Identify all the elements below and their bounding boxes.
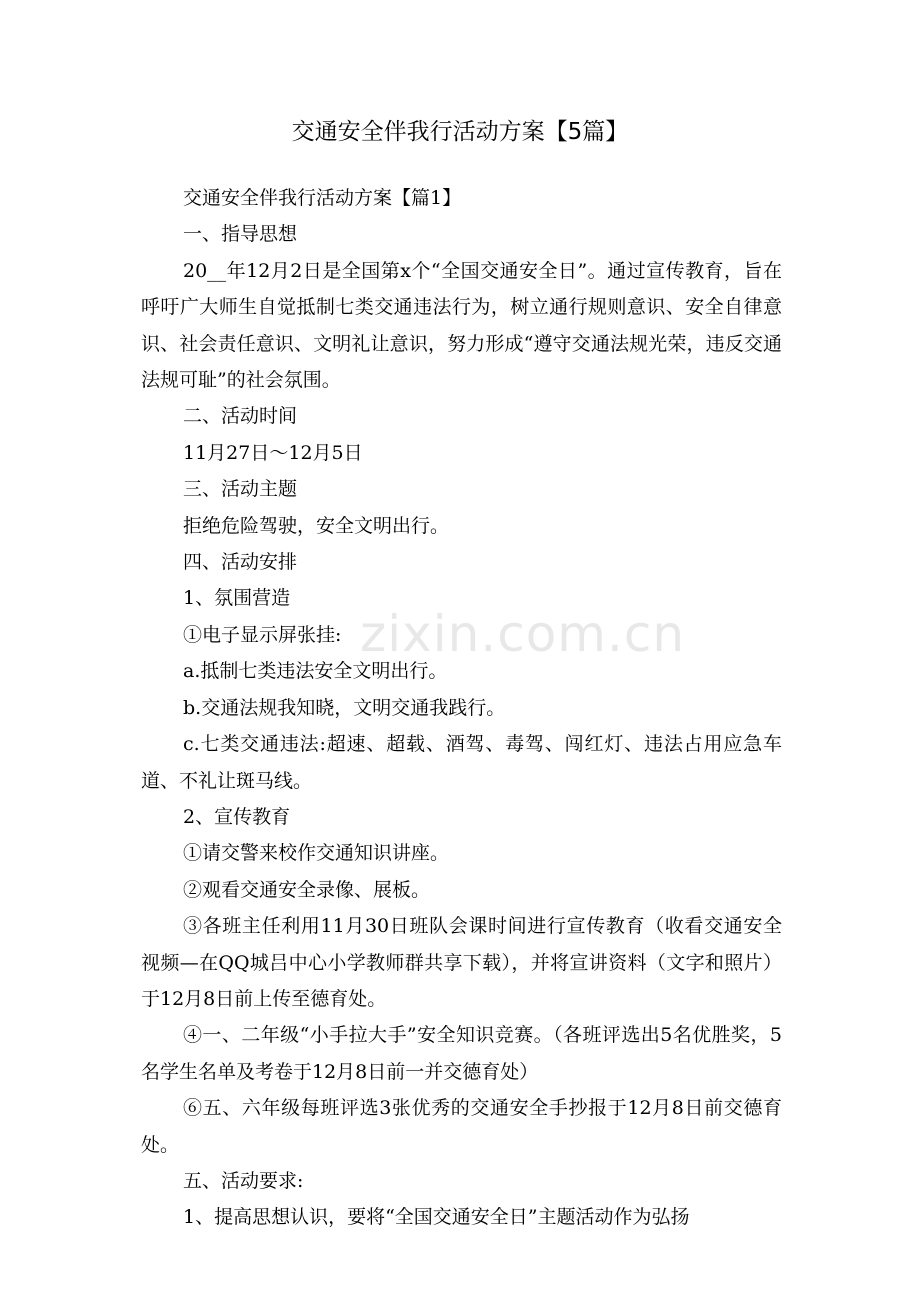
- section-heading: 交通安全伴我行活动方案【篇1】: [183, 187, 462, 209]
- paragraph: 拒绝危险驾驶，安全文明出行。: [183, 514, 450, 537]
- list-item: ②观看交通安全录像、展板。: [183, 878, 431, 901]
- watermark: zixin.com.cn: [360, 605, 686, 663]
- document-body: [141, 180, 782, 1236]
- subsection-heading: 1、氛围营造: [183, 587, 291, 610]
- list-item: ③各班主任利用11月30日班队会课时间进行宣传教育（收看交通安全视频—在QQ城吕中心小学教师群共享下载），并将宣讲资料（文字和照片）于12月8日前上传至德育处。: [141, 915, 782, 1010]
- list-item: ⑥五、六年级每班评选3张优秀的交通安全手抄报于12月8日前交德育处。: [141, 1097, 782, 1156]
- section-heading: 二、活动时间: [183, 405, 298, 428]
- document-title: 交通安全伴我行活动方案【5篇】: [291, 119, 629, 145]
- section-heading: 五、活动要求:: [183, 1169, 304, 1192]
- section-heading: 三、活动主题: [183, 478, 298, 501]
- section-heading: 一、指导思想: [183, 223, 298, 246]
- list-item: b.交通法规我知晓，文明交通我践行。: [183, 696, 506, 719]
- subsection-heading: 2、宣传教育: [183, 805, 291, 828]
- section-heading: 四、活动安排: [183, 551, 298, 574]
- list-item: ①请交警来校作交通知识讲座。: [183, 842, 450, 865]
- list-item: a.抵制七类违法安全文明出行。: [183, 660, 448, 683]
- paragraph: 1、提高思想认识，要将“全国交通安全日”主题活动作为弘扬: [183, 1206, 690, 1229]
- list-item: ①电子显示屏张挂:: [183, 623, 342, 646]
- list-item: ④一、二年级“小手拉大手”安全知识竞赛。（各班评选出5名优胜奖，5名学生名单及考卷于12月8日前一并交德育处）: [141, 1024, 782, 1083]
- list-item: c.七类交通违法:超速、超载、酒驾、毒驾、闯红灯、违法占用应急车道、不礼让斑马线。: [141, 733, 782, 792]
- paragraph: 20__年12月2日是全国第x个“全国交通安全日”。通过宣传教育，旨在呼吁广大师生自觉抵制七类交通违法行为，树立通行规则意识、安全自律意识、社会责任意识、文明礼让意识，努力形成“遵守交通法规光荣，违反交通法规可耻”的社会氛围。: [141, 259, 782, 392]
- paragraph: 11月27日～12月5日: [183, 441, 363, 464]
